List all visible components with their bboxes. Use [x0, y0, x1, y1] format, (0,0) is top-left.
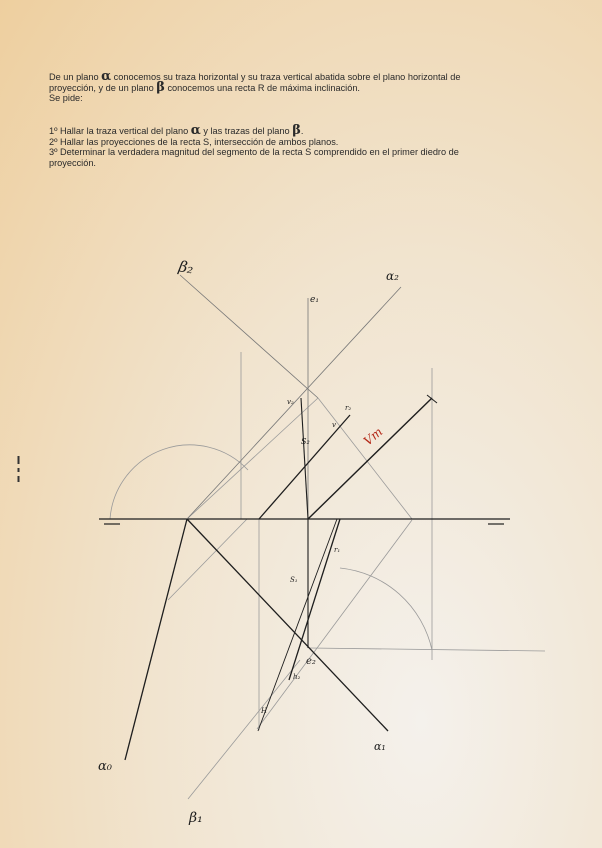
alpha-symbol: α — [190, 123, 201, 138]
s2-projection — [301, 398, 308, 519]
label-alpha0: α₀ — [98, 759, 112, 774]
construction-diagonal-2 — [168, 519, 247, 600]
label-r2: r₂ — [345, 404, 352, 412]
construction-diagonal-1 — [187, 398, 318, 519]
label-s2: S₂ — [301, 437, 310, 446]
label-vm: Vm — [360, 424, 386, 449]
label-v2: v₂ — [287, 398, 294, 406]
r2-projection — [259, 415, 350, 519]
label-beta2: β₂ — [177, 257, 195, 278]
label-e2: e₂ — [306, 656, 316, 667]
label-v: v — [332, 421, 336, 429]
label-s1: S₁ — [290, 576, 298, 584]
ink-lines — [99, 275, 510, 760]
label-r1: r₁ — [334, 546, 341, 554]
label-beta1: β₁ — [189, 810, 203, 826]
label-alpha2: α₂ — [386, 269, 399, 283]
beta-symbol: β — [292, 123, 301, 138]
task-3-cont: proyección. — [49, 157, 96, 168]
task-2: 2º Hallar las proyecciones de la recta S, intersección de ambos planos. — [49, 136, 339, 147]
true-magnitude-segment — [308, 398, 432, 519]
alpha2-trace — [187, 287, 401, 519]
label-h2: h₂ — [293, 673, 301, 681]
task-1: 1º Hallar la traza vertical del plano α y las trazas del plano β. — [49, 123, 304, 138]
statement-line-2: proyección, y de un plano β conocemos una recta R de máxima inclinación. — [49, 79, 360, 95]
label-h: H — [261, 707, 268, 715]
construction-arc-lower — [340, 568, 432, 650]
alpha1-trace — [187, 519, 388, 731]
task-3: 3º Determinar la verdadera magnitud del segmento de la recta S comprendido en el primer diedro de — [49, 147, 459, 158]
construction-horizontal — [310, 648, 545, 651]
label-e1: e₁ — [310, 295, 319, 305]
beta1-trace — [258, 519, 337, 731]
construction-short-1 — [318, 398, 412, 519]
label-alpha1: α₁ — [374, 740, 386, 753]
beta2-trace — [180, 275, 318, 398]
construction-lines — [110, 352, 545, 799]
alpha0-trace — [125, 519, 187, 760]
beta-symbol: β — [156, 79, 165, 95]
construction-diagonal-4 — [188, 660, 300, 799]
statement-line-1: De un plano α conocemos su traza horizontal y su traza vertical abatida sobre el plano horizontal de — [49, 69, 461, 84]
statement-line-3: Se pide: — [49, 93, 83, 104]
alpha-symbol: α — [101, 69, 112, 84]
